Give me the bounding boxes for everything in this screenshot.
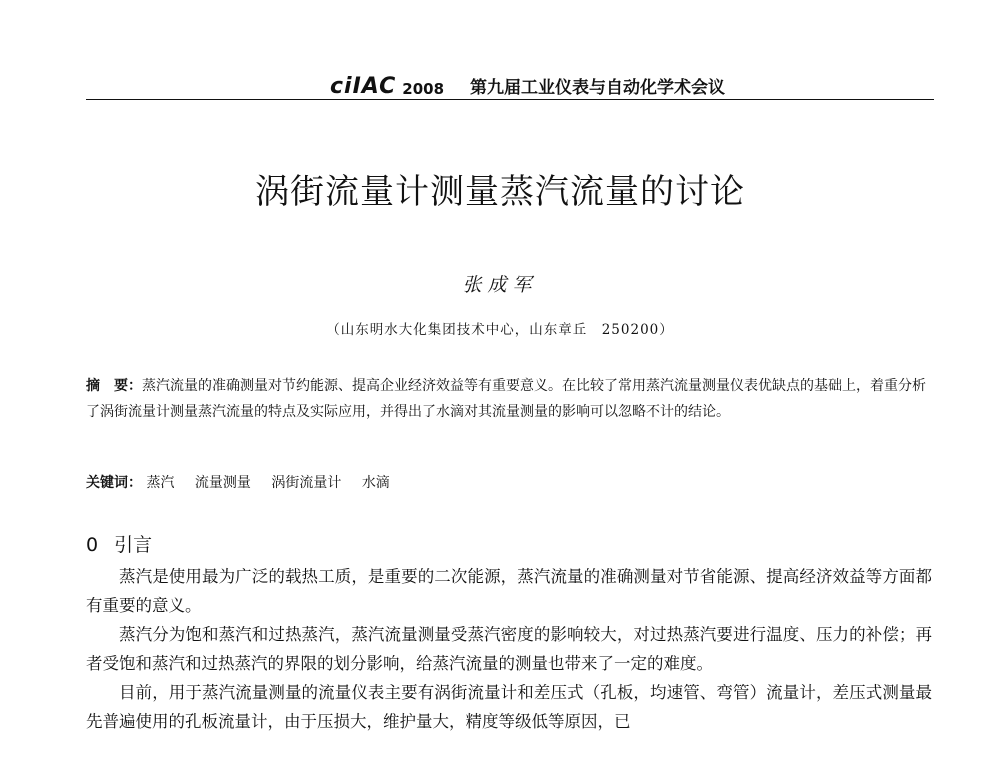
keyword: 流量测量 bbox=[194, 475, 251, 491]
paragraph: 蒸汽分为饱和蒸汽和过热蒸汽，蒸汽流量测量受蒸汽密度的影响较大，对过热蒸汽要进行温度、压力的补偿；再者受饱和蒸汽和过热蒸汽的界限的划分影响，给蒸汽流量的测量也带来了一定的难度。 bbox=[86, 625, 932, 673]
keywords bbox=[86, 472, 936, 494]
abstract-text: 蒸汽流量的准确测量对节约能源、提高企业经济效益等有重要意义。在比较了常用蒸汽流量测量仪表优缺点的基础上，着重分析了涡街流量计测量蒸汽流量的特点及实际应用，并得出了水滴对其流量测量的影响可以忽略不计的结论。 bbox=[86, 378, 926, 420]
keyword: 蒸汽 bbox=[146, 475, 175, 491]
section-title: 引言 bbox=[114, 534, 153, 556]
logo-year: 2008 bbox=[402, 80, 445, 98]
section-heading bbox=[86, 532, 152, 558]
paragraph: 目前，用于蒸汽流量测量的流量仪表主要有涡街流量计和差压式（孔板，均速管、弯管）流量计，差压式测量最先普遍使用的孔板流量计，由于压损大，维护量大，精度等级低等原因，已 bbox=[86, 683, 932, 731]
paper-title: 涡街流量计测量蒸汽流量的讨论 bbox=[255, 172, 745, 212]
body-text bbox=[86, 562, 932, 736]
logo-mark: ciIAC bbox=[330, 74, 397, 99]
header-rule bbox=[86, 99, 934, 100]
keyword: 涡街流量计 bbox=[271, 475, 342, 491]
abstract bbox=[86, 373, 936, 425]
conference-name: 第九届工业仪表与自动化学术会议 bbox=[470, 77, 726, 98]
conference-logo bbox=[330, 76, 444, 98]
keyword: 水滴 bbox=[361, 475, 390, 491]
running-header bbox=[330, 72, 725, 98]
paragraph: 蒸汽是使用最为广泛的载热工质，是重要的二次能源，蒸汽流量的准确测量对节省能源、提高经济效益等方面都有重要的意义。 bbox=[86, 567, 932, 615]
author-affiliation: （山东明水大化集团技术中心，山东章丘 250200） bbox=[326, 322, 674, 338]
abstract-label: 摘 要： bbox=[86, 378, 142, 394]
author-name: 张成军 bbox=[462, 274, 538, 296]
keywords-label: 关键词： bbox=[86, 475, 142, 491]
section-number: 0 bbox=[86, 534, 99, 556]
